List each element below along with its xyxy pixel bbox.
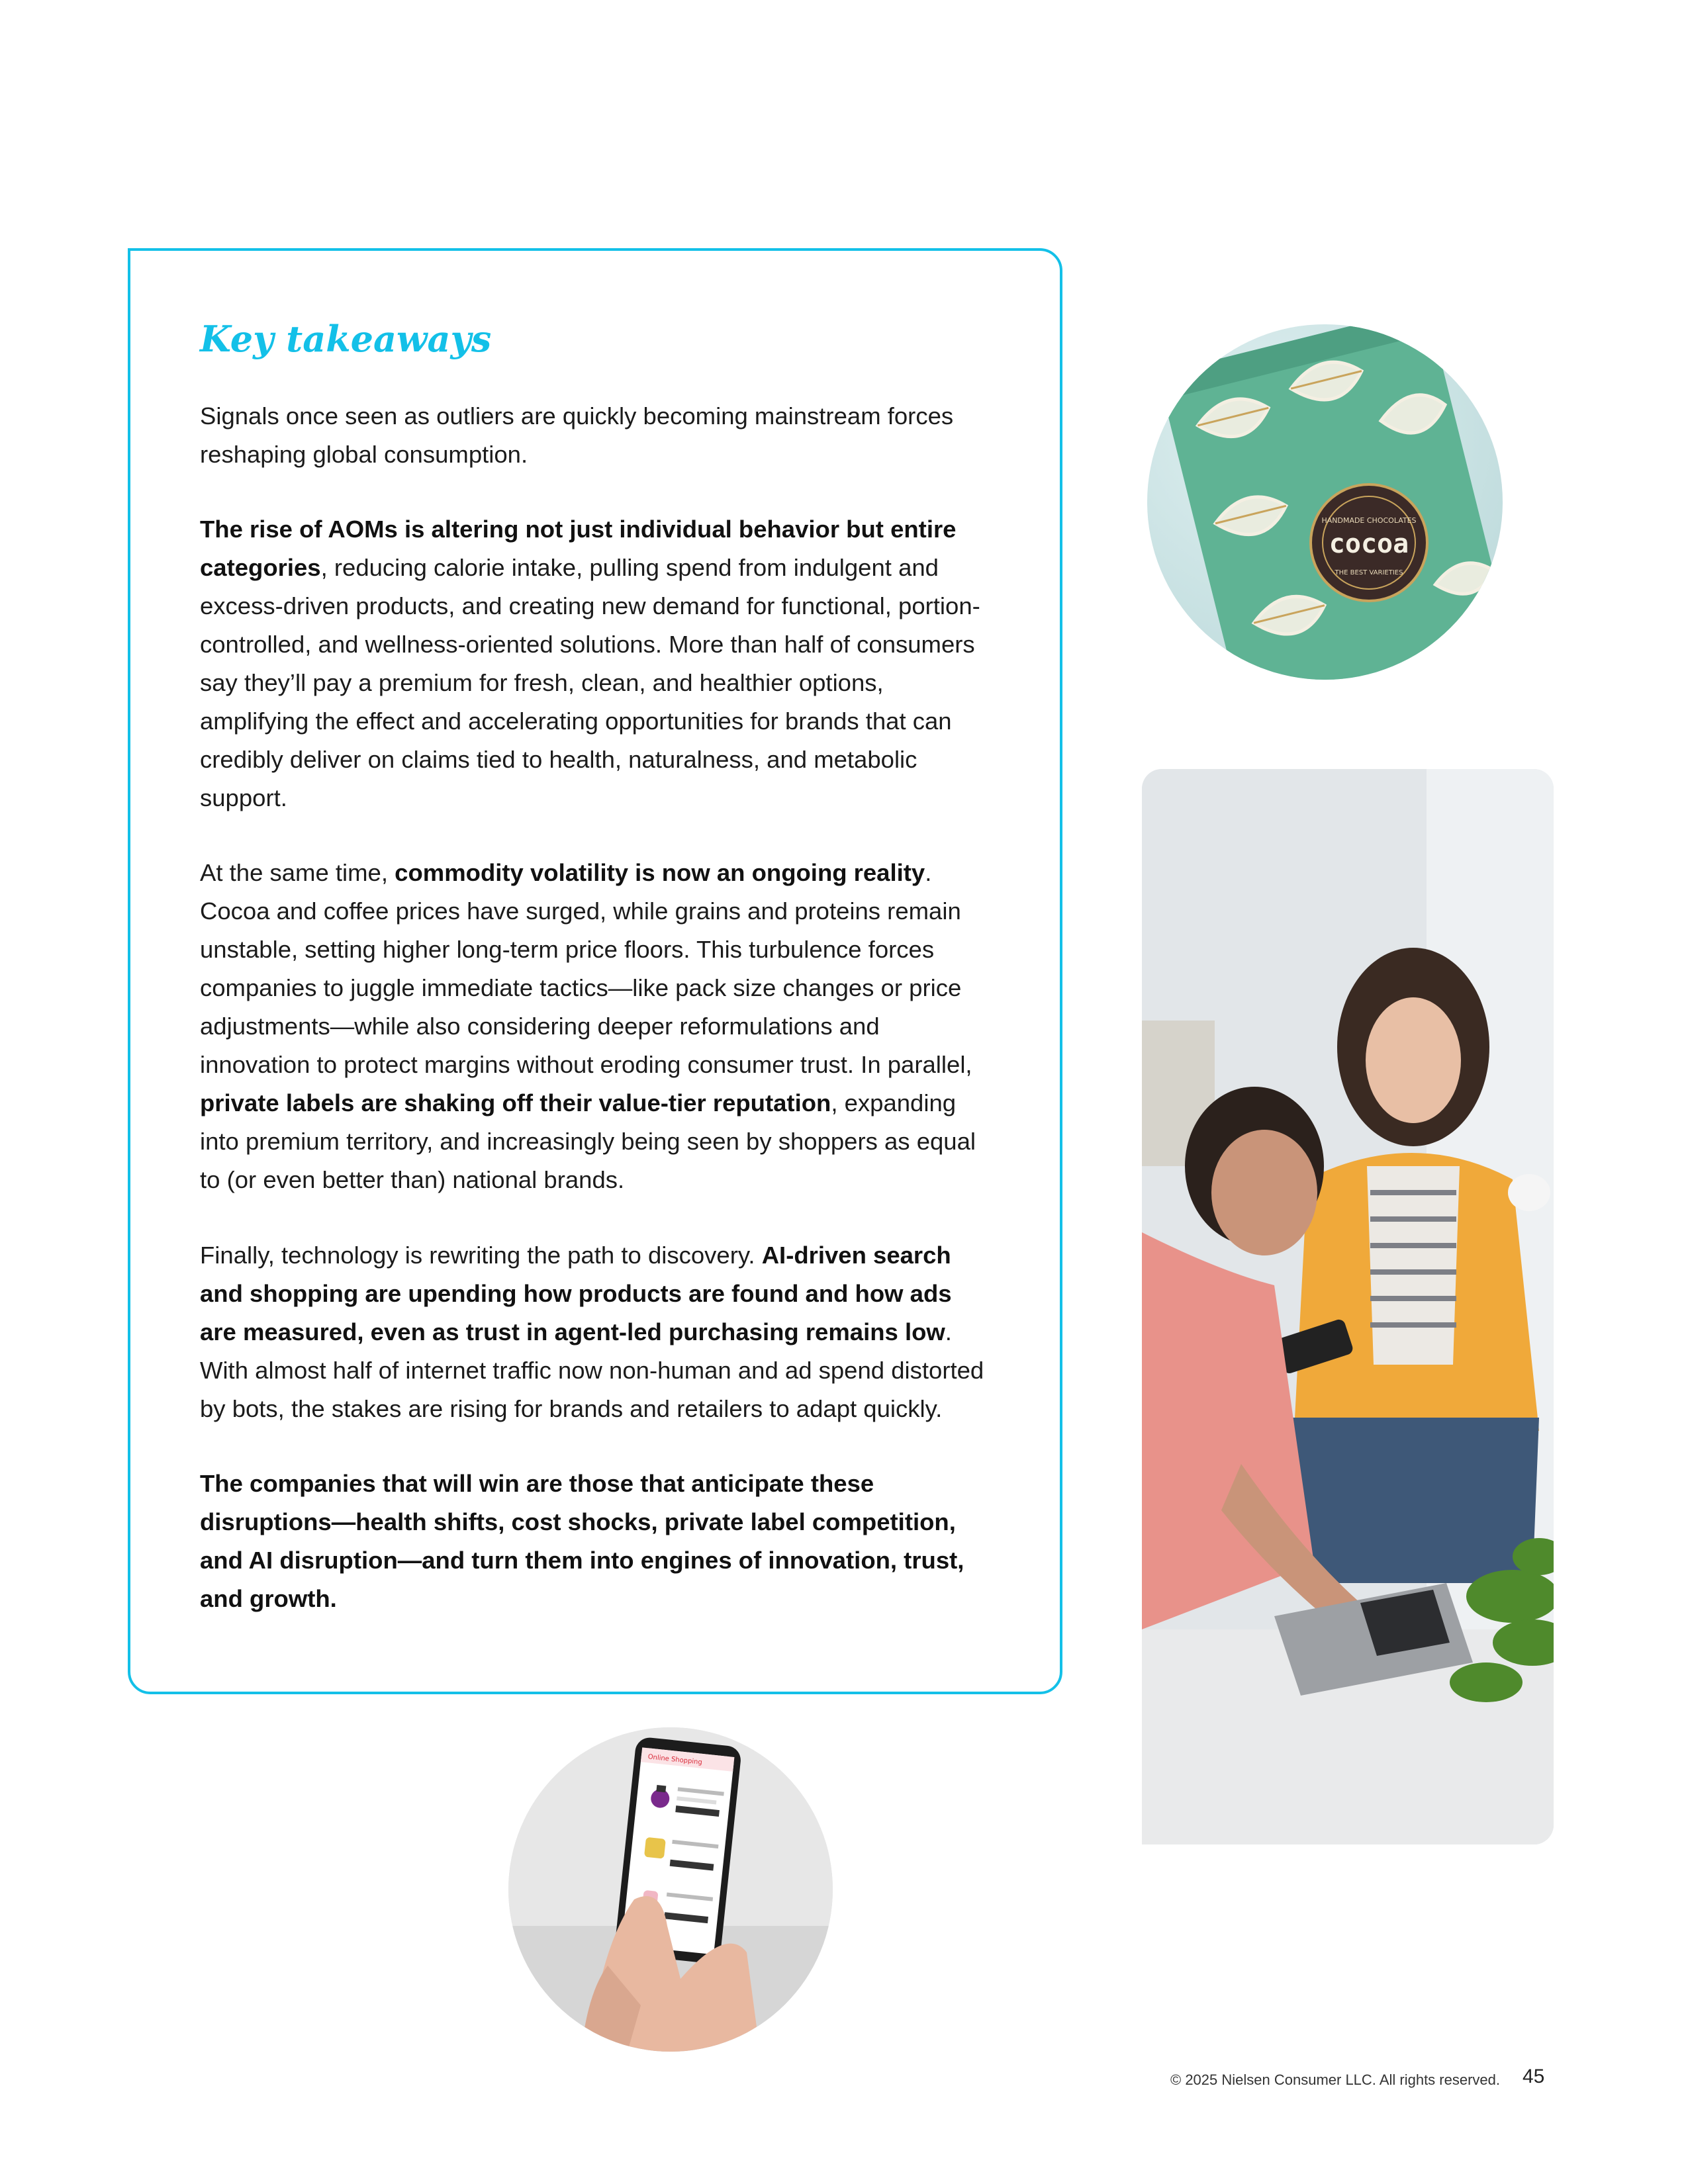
takeaways-paragraph-3-mid: . Cocoa and coffee prices have surged, while grains and proteins remain unstable, setting higher long-term price floors. This turbulence forces companies to juggle immediate tactics—like pack size changes or price adjustments—while also considering deeper reformulations and innovation to protect margins without eroding consumer trust. In parallel, <box>200 859 972 1078</box>
takeaways-paragraph-3-start: At the same time, <box>200 859 395 886</box>
takeaways-paragraph-1 <box>200 397 994 474</box>
cocoa-pouch-illustration <box>1147 324 1503 680</box>
cocoa-label-bottom-text: THE BEST VARIETIES <box>1335 569 1403 576</box>
couple-laptop-illustration <box>1142 769 1554 1844</box>
takeaways-paragraph-2 <box>200 510 994 817</box>
footer-copyright: © 2025 Nielsen Consumer LLC. All rights reserved. <box>1170 2071 1500 2088</box>
phone-shopping-illustration <box>508 1727 833 2052</box>
takeaways-paragraph-5-bold: The companies that will win are those that anticipate these disruptions—health shifts, cost shocks, private label competition, and AI disruption—and turn them into engines of innovation, trust, and growth. <box>200 1470 964 1612</box>
takeaways-paragraph-3-bold-2: private labels are shaking off their value-tier reputation <box>200 1089 831 1116</box>
takeaways-paragraph-2-bold: The rise of AOMs is altering not just individual behavior but entire categories <box>200 516 957 581</box>
cocoa-pouch-photo <box>1147 324 1503 680</box>
takeaways-paragraph-3 <box>200 854 994 1199</box>
takeaways-paragraph-5 <box>200 1465 994 1618</box>
takeaways-paragraph-1-text: Signals once seen as outliers are quickly becoming mainstream forces reshaping global consumption. <box>200 402 954 468</box>
takeaways-paragraph-3-bold-1: commodity volatility is now an ongoing reality <box>395 859 925 886</box>
key-takeaways-title: Key takeaways <box>200 318 492 360</box>
takeaways-paragraph-4 <box>200 1236 994 1428</box>
cocoa-label-top-text: HANDMADE CHOCOLATES <box>1321 516 1417 525</box>
cocoa-label-brand-text: cocoa <box>1329 529 1409 559</box>
takeaways-paragraph-4-start: Finally, technology is rewriting the path to discovery. <box>200 1242 762 1269</box>
takeaways-paragraph-3-end: , expanding into premium territory, and increasingly being seen by shoppers as equal to (or even better than) national brands. <box>200 1089 976 1193</box>
takeaways-paragraph-4-end: . With almost half of internet traffic now non-human and ad spend distorted by bots, the stakes are rising for brands and retailers to adapt quickly. <box>200 1318 984 1422</box>
takeaways-paragraph-4-bold: AI-driven search and shopping are upending how products are found and how ads are measured, even as trust in agent-led purchasing remains low <box>200 1242 952 1345</box>
takeaways-paragraph-2-text: , reducing calorie intake, pulling spend from indulgent and excess-driven products, and creating new demand for functional, portion-controlled, and wellness-oriented solutions. More than half of consumers say they’ll pay a premium for fresh, clean, and healthier options, amplifying the effect and accelerating opportunities for brands that can credibly deliver on claims tied to health, naturalness, and metabolic support. <box>200 554 980 811</box>
page-number: 45 <box>1523 2066 1545 2087</box>
phone-app-header-text: Online Shopping <box>647 1753 703 1766</box>
phone-shopping-photo <box>508 1727 833 2052</box>
couple-laptop-photo <box>1142 769 1554 1844</box>
